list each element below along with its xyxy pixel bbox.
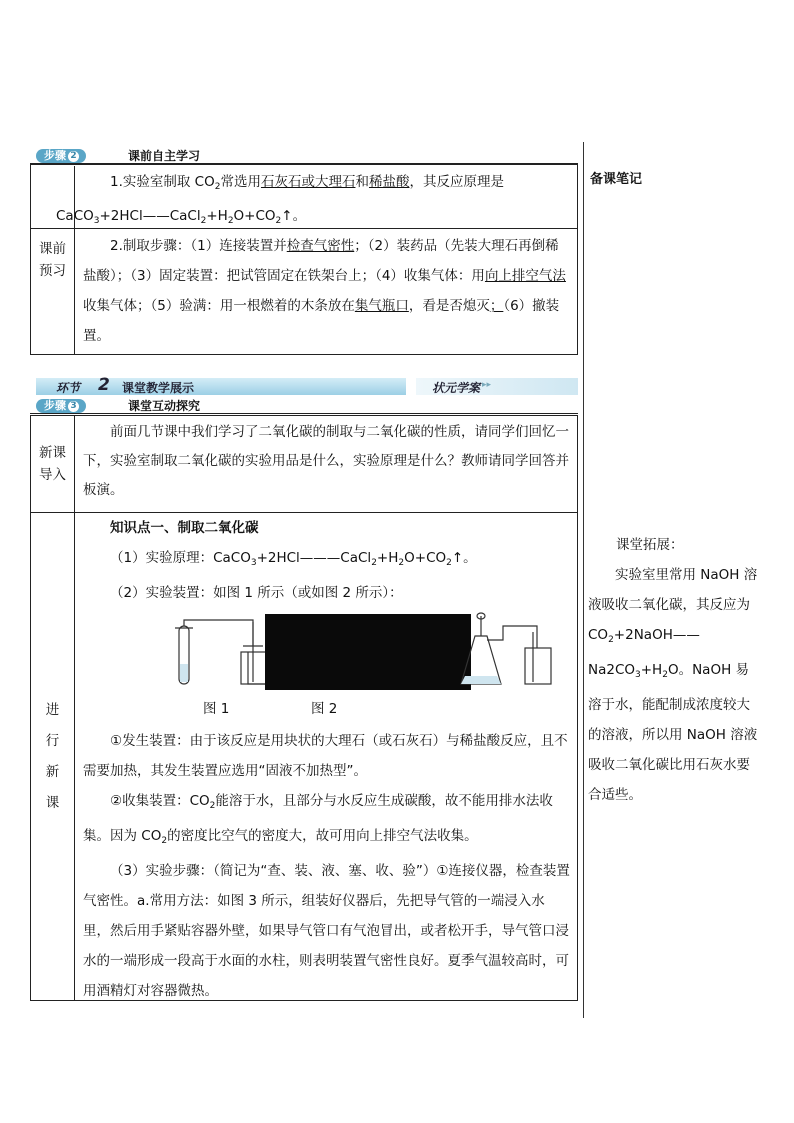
preview-paragraph-2: 2.制取步骤：（1）连接装置并检查气密性；（2）装药品（先装大理石再倒稀盐酸）；（3）固定装置：把试管固定在铁架台上；（4）收集气体：用向上排空气法收集气体；（5）验满：用一根燃着的木条放在集气瓶口，看是否熄灭；（6）撤装置。 [83, 238, 566, 344]
lesson-label: 进 行 新 课 [31, 513, 75, 1000]
side-notes-title: 备课笔记 [590, 172, 643, 187]
black-block [265, 614, 471, 690]
lesson-content [75, 513, 577, 1010]
intro-paragraph: 前面几节课中我们学习了二氧化碳的制取与二氧化碳的性质，请同学们回忆一下，实验室制取二氧化碳的实验用品是什么，实验原理是什么？教师请同学回答并板演。 [83, 424, 569, 498]
figure-captions [83, 694, 571, 724]
banner-brand: 状元学案 [432, 381, 481, 395]
step3-header [30, 396, 578, 416]
notes-column-divider [583, 142, 584, 1018]
preview-paragraph-1: 1.实验室制取 $CO_2$常选用石灰石或大理石和稀盐酸，其反应原理是 $CaCO_3+2HCl——CaCl_2+H_2O+CO_2↑$。 [56, 174, 504, 226]
extension-note [588, 530, 760, 810]
figure1-caption: 图 1 [203, 701, 230, 717]
step2-header [30, 146, 578, 166]
preview-table [30, 164, 578, 355]
step2-title: 课前自主学习 [128, 149, 201, 163]
extension-title: 课堂拓展： [616, 537, 684, 553]
figure2-caption: 图 2 [311, 701, 338, 717]
banner-arrows-icon: ▸▸ [482, 380, 492, 390]
extension-text: 实验室里常用 NaOH 溶液吸收二氧化碳，其反应为 $CO_2+2NaOH——Na2CO_3+H_2O$。NaOH 易溶于水，能配制成浓度较大的溶液，所以用 NaOH 溶液吸收二氧化碳比用石灰水要合适些。 [588, 567, 758, 803]
lesson-table [30, 415, 578, 1001]
device-line: （2）实验装置：如图 1 所示（或如图 2 所示）： [110, 585, 403, 601]
banner-huanjie: 环节 [56, 381, 81, 395]
step3-badge: 步骤 3 [36, 399, 86, 413]
knowledge-point-title: 知识点一、制取二氧化碳 [110, 520, 259, 536]
apparatus-figure [83, 612, 571, 694]
step2-badge: 步骤 2 [36, 149, 86, 163]
banner-title: 课堂教学展示 [122, 381, 195, 395]
apparatus-illustration [83, 612, 563, 694]
principle-line: （1）实验原理：$CaCO_3+2HCl———CaCl_2+H_2O+CO_2↑$。 [110, 550, 477, 568]
step3-title: 课堂互动探究 [128, 399, 201, 413]
collector-paragraph: ②收集装置：$CO_2$能溶于水，且部分与水反应生成碳酸，故不能用排水法收集。因为 $CO_2$的密度比空气的密度大，故可用向上排空气法收集。 [83, 793, 553, 846]
generator-paragraph: ①发生装置：由于该反应是用块状的大理石（或石灰石）与稀盐酸反应，且不需要加热，其发生装置应选用“固液不加热型”。 [83, 733, 568, 779]
section-banner [36, 375, 578, 395]
steps-paragraph: （3）实验步骤：（简记为“查、装、液、塞、收、验”）①连接仪器，检查装置气密性。a.常用方法：如图 3 所示，组装好仪器后，先把导气管的一端浸入水里，然后用手紧贴容器外壁，如果导气管口有气泡冒出，或者松开手，导气管口浸水的一端形成一段高于水面的水柱，则表明装置气密性良好。夏季气温较高时，可用酒精灯对容器微热。 [83, 863, 570, 999]
preview-label: 课前预习 [31, 166, 75, 354]
intro-label: 新课导入 [31, 416, 75, 512]
banner-number: 2 [98, 375, 110, 395]
